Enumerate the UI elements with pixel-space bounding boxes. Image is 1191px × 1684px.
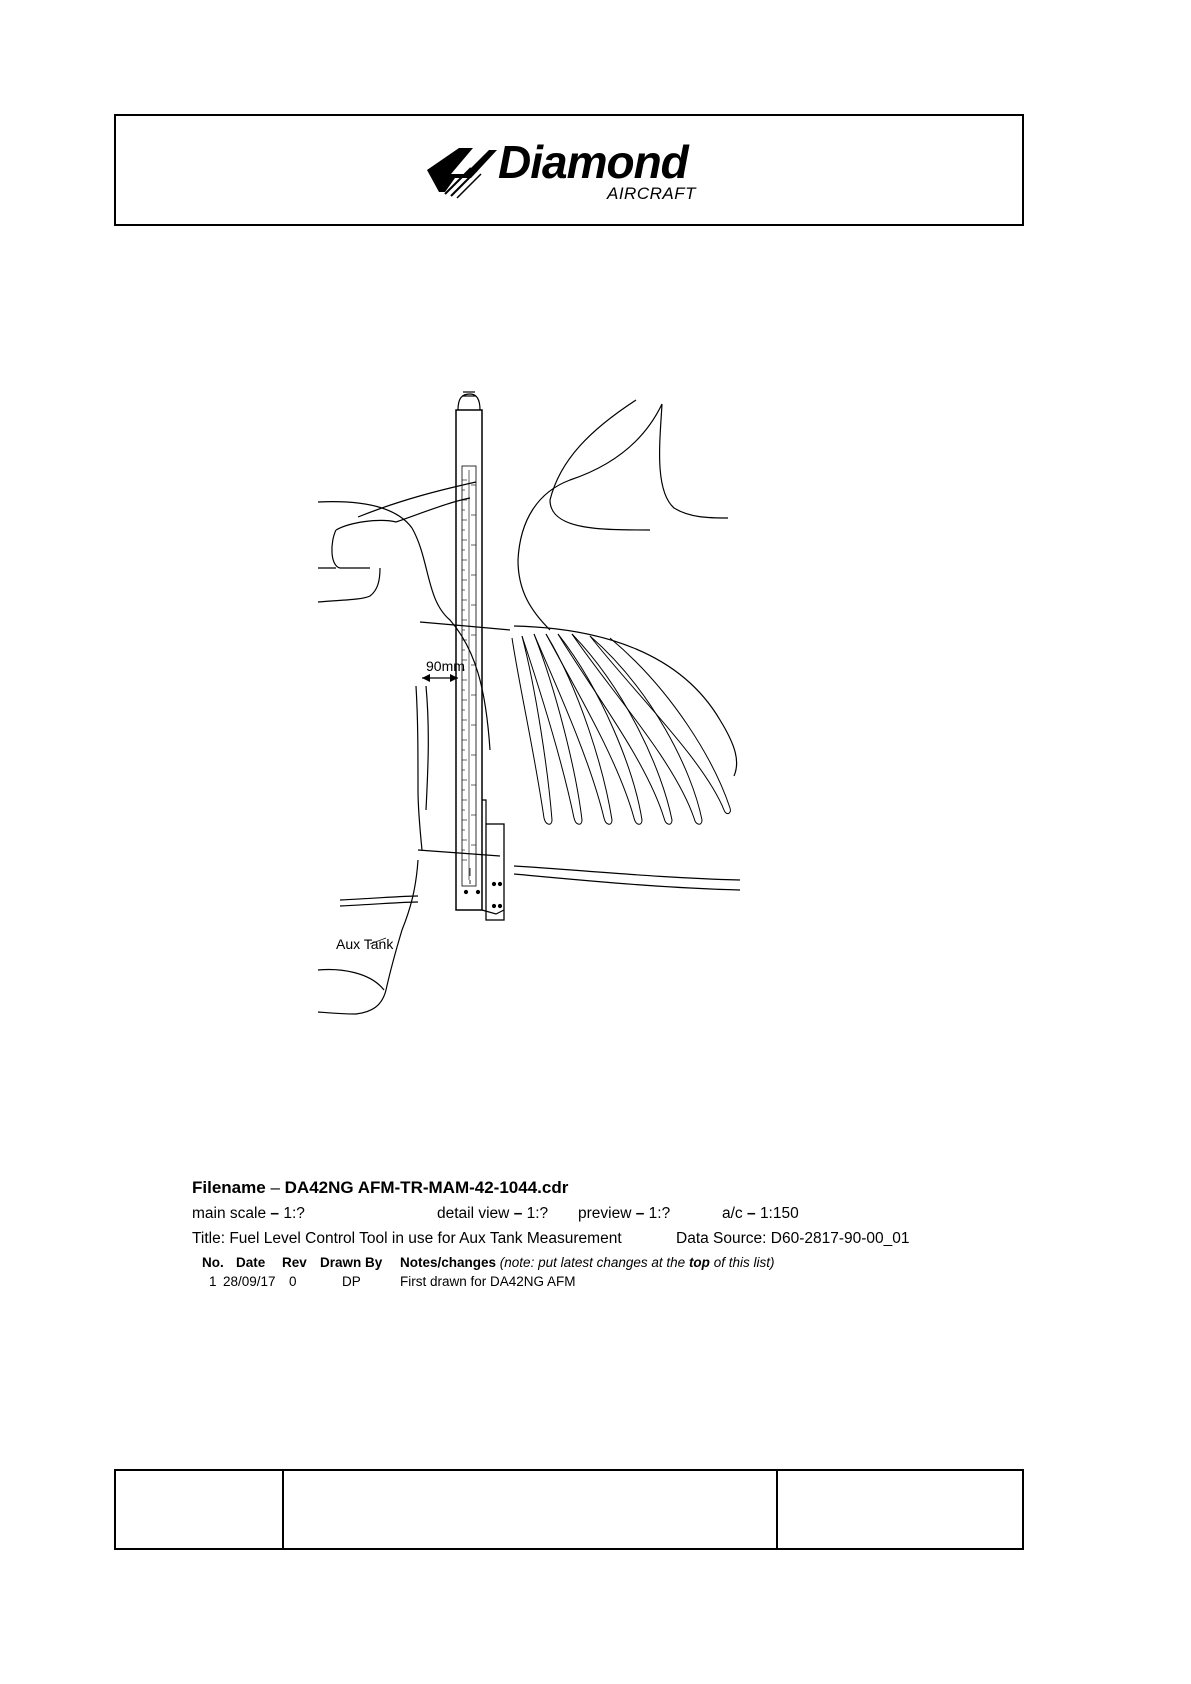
main-scale-label: main scale — [192, 1205, 267, 1222]
brand-subtitle: AIRCRAFT — [607, 184, 696, 203]
diamond-aircraft-logo — [425, 136, 715, 206]
row-date: 28/09/17 — [223, 1274, 276, 1289]
col-drawn-by-header: Drawn By — [320, 1255, 383, 1270]
row-drawn-by: DP — [342, 1274, 361, 1289]
col-no-header: No. — [202, 1255, 224, 1270]
detail-view-dash: – — [513, 1205, 523, 1222]
main-scale-dash: – — [270, 1205, 280, 1222]
ac-scale — [722, 1204, 799, 1224]
filename-line — [192, 1178, 568, 1198]
detail-view-label: detail view — [437, 1205, 510, 1222]
footer-frame — [114, 1469, 1024, 1550]
col-rev-header: Rev — [282, 1255, 307, 1270]
notes-hint-bold: top — [688, 1255, 710, 1270]
main-scale-value: 1:? — [283, 1205, 305, 1222]
col-date-header: Date — [236, 1255, 266, 1270]
detail-view-value: 1:? — [526, 1205, 549, 1222]
preview-scale — [578, 1204, 670, 1224]
footer-divider — [776, 1471, 778, 1548]
preview-label: preview — [578, 1205, 632, 1222]
dimension-label: 90mm — [426, 658, 465, 674]
filename-value: DA42NG AFM-TR-MAM-42-1044.cdr — [284, 1178, 569, 1197]
diamond-wing-logo-icon — [425, 144, 497, 200]
data-source: Data Source: D60-2817-90-00_01 — [676, 1230, 910, 1247]
notes-hint-pre: (note: put latest changes at the — [499, 1255, 686, 1270]
fuel-level-tool-illustration — [300, 390, 820, 1050]
col-notes-header — [400, 1253, 774, 1273]
main-scale — [192, 1204, 305, 1224]
notes-hint-post: of this list) — [713, 1255, 775, 1270]
preview-dash: – — [635, 1205, 645, 1222]
ac-value: 1:150 — [759, 1205, 799, 1222]
row-rev: 0 — [289, 1274, 297, 1289]
filename-dash: – — [270, 1178, 280, 1197]
brand-wordmark: Diamond — [498, 136, 688, 188]
row-no: 1 — [209, 1274, 217, 1289]
ac-dash: – — [747, 1205, 756, 1222]
detail-view-scale — [437, 1204, 548, 1224]
footer-divider — [282, 1471, 284, 1548]
drawing-title: Title: Fuel Level Control Tool in use for Aux Tank Measurement — [192, 1230, 622, 1247]
notes-header-label: Notes/changes — [400, 1255, 497, 1270]
filename-label: Filename — [192, 1178, 266, 1197]
ac-label: a/c — [722, 1205, 743, 1222]
preview-value: 1:? — [648, 1205, 671, 1222]
row-notes: First drawn for DA42NG AFM — [400, 1274, 576, 1289]
aux-tank-label: Aux Tank — [336, 936, 394, 952]
